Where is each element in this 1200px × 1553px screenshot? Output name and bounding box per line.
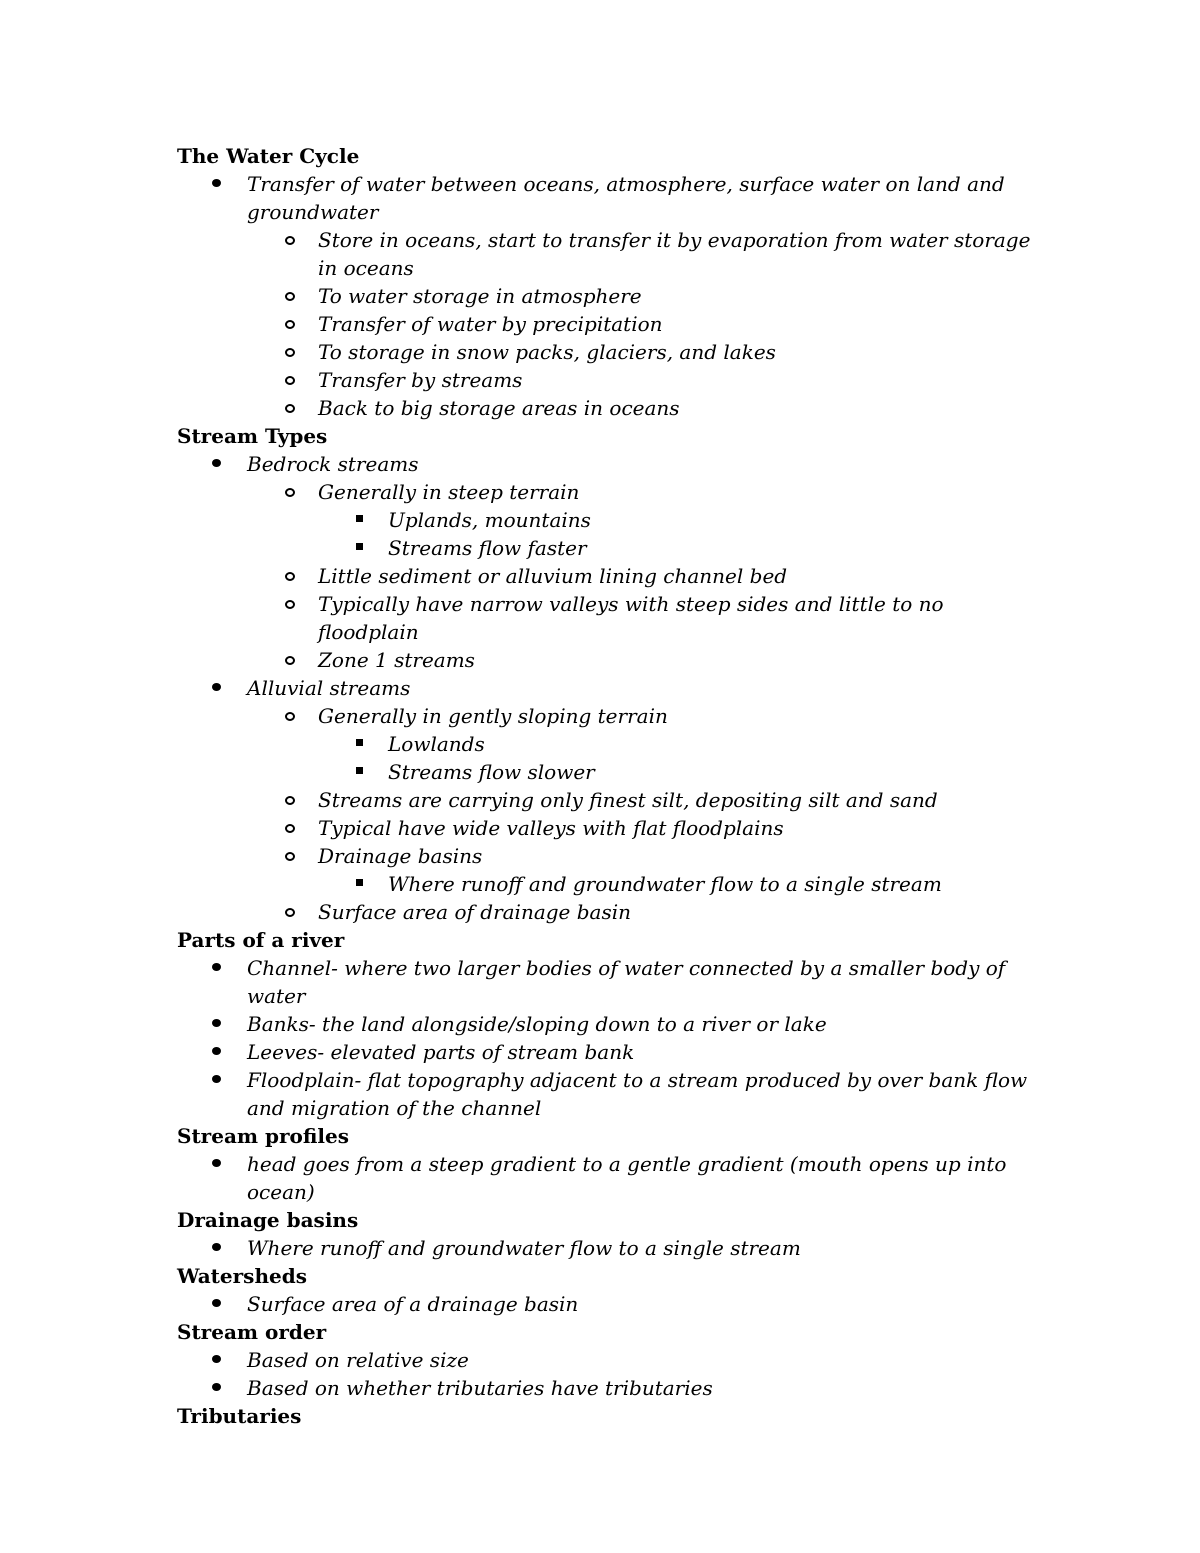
list-item xyxy=(177,170,1037,226)
bullet-list-level-3 xyxy=(177,730,1037,786)
list-item-text: Surface area of a drainage basin xyxy=(247,1292,579,1316)
list-item-text: Back to big storage areas in oceans xyxy=(318,396,680,420)
list-item-text: Where runoff and groundwater flow to a single stream xyxy=(247,1236,801,1260)
list-item xyxy=(177,338,1037,366)
outline-section xyxy=(177,142,1037,422)
hollow-circle-bullet-icon xyxy=(284,282,304,310)
list-item xyxy=(177,1010,1037,1038)
filled-circle-bullet-icon xyxy=(211,1150,231,1178)
list-item xyxy=(177,1346,1037,1374)
hollow-circle-bullet-icon xyxy=(284,226,304,254)
square-bullet-icon xyxy=(355,534,375,562)
list-item-text: Where runoff and groundwater flow to a single stream xyxy=(388,872,942,896)
list-item xyxy=(177,310,1037,338)
list-item-text: Transfer by streams xyxy=(318,368,523,392)
list-item-text: Drainage basins xyxy=(318,844,483,868)
section-heading: Stream Types xyxy=(177,424,328,448)
list-item xyxy=(177,646,1037,674)
bullet-list-level-1 xyxy=(177,450,1037,926)
list-item-text: head goes from a steep gradient to a gentle gradient (mouth opens up into ocean) xyxy=(247,1152,1007,1204)
list-item-text: Floodplain- flat topography adjacent to a stream produced by over bank flow and migration of the channel xyxy=(247,1068,1028,1120)
square-bullet-icon xyxy=(355,730,375,758)
list-item xyxy=(177,702,1037,730)
list-item-text: To water storage in atmosphere xyxy=(318,284,642,308)
list-item xyxy=(177,842,1037,870)
list-item-text: Based on relative size xyxy=(247,1348,469,1372)
square-bullet-icon xyxy=(355,506,375,534)
outline-section xyxy=(177,926,1037,1122)
square-bullet-icon xyxy=(355,870,375,898)
section-heading: Stream order xyxy=(177,1320,327,1344)
filled-circle-bullet-icon xyxy=(211,1290,231,1318)
nested-list-container xyxy=(177,870,1037,898)
section-heading: The Water Cycle xyxy=(177,144,360,168)
filled-circle-bullet-icon xyxy=(211,674,231,702)
filled-circle-bullet-icon xyxy=(211,1038,231,1066)
list-item-text: Typically have narrow valleys with steep sides and little to no floodplain xyxy=(318,592,944,644)
section-heading: Drainage basins xyxy=(177,1208,359,1232)
list-item xyxy=(177,870,1037,898)
list-item-text: Alluvial streams xyxy=(247,676,411,700)
hollow-circle-bullet-icon xyxy=(284,366,304,394)
list-item-text: Transfer of water between oceans, atmosphere, surface water on land and groundwater xyxy=(247,172,1005,224)
filled-circle-bullet-icon xyxy=(211,954,231,982)
list-item xyxy=(177,590,1037,646)
list-item-text: To storage in snow packs, glaciers, and lakes xyxy=(318,340,776,364)
filled-circle-bullet-icon xyxy=(211,1374,231,1402)
list-item-text: Uplands, mountains xyxy=(388,508,591,532)
hollow-circle-bullet-icon xyxy=(284,562,304,590)
hollow-circle-bullet-icon xyxy=(284,786,304,814)
hollow-circle-bullet-icon xyxy=(284,702,304,730)
hollow-circle-bullet-icon xyxy=(284,590,304,618)
list-item-text: Lowlands xyxy=(388,732,485,756)
bullet-list-level-1 xyxy=(177,170,1037,422)
bullet-list-level-1 xyxy=(177,954,1037,1122)
list-item-text: Bedrock streams xyxy=(247,452,419,476)
filled-circle-bullet-icon xyxy=(211,1066,231,1094)
list-item-text: Typical have wide valleys with flat floodplains xyxy=(318,816,784,840)
outline-section xyxy=(177,1318,1037,1402)
list-item xyxy=(177,478,1037,506)
list-item xyxy=(177,226,1037,282)
hollow-circle-bullet-icon xyxy=(284,310,304,338)
outline-section xyxy=(177,422,1037,926)
nested-list-container xyxy=(177,226,1037,422)
list-item xyxy=(177,898,1037,926)
list-item xyxy=(177,1038,1037,1066)
nested-list-container xyxy=(177,506,1037,562)
filled-circle-bullet-icon xyxy=(211,170,231,198)
list-item xyxy=(177,450,1037,478)
square-bullet-icon xyxy=(355,758,375,786)
hollow-circle-bullet-icon xyxy=(284,394,304,422)
filled-circle-bullet-icon xyxy=(211,450,231,478)
list-item xyxy=(177,394,1037,422)
bullet-list-level-1 xyxy=(177,1234,1037,1262)
list-item xyxy=(177,954,1037,1010)
outline-section xyxy=(177,1262,1037,1318)
list-item-text: Streams are carrying only finest silt, depositing silt and sand xyxy=(318,788,938,812)
hollow-circle-bullet-icon xyxy=(284,814,304,842)
list-item-text: Surface area of drainage basin xyxy=(318,900,632,924)
hollow-circle-bullet-icon xyxy=(284,842,304,870)
list-item xyxy=(177,534,1037,562)
outline-section xyxy=(177,1206,1037,1262)
list-item-text: Based on whether tributaries have tributaries xyxy=(247,1376,713,1400)
list-item xyxy=(177,674,1037,702)
hollow-circle-bullet-icon xyxy=(284,338,304,366)
list-item-text: Generally in steep terrain xyxy=(318,480,580,504)
document-page xyxy=(177,142,1037,1430)
bullet-list-level-2 xyxy=(177,226,1037,422)
section-heading: Watersheds xyxy=(177,1264,307,1288)
list-item xyxy=(177,730,1037,758)
nested-list-container xyxy=(177,702,1037,926)
section-heading: Parts of a river xyxy=(177,928,345,952)
list-item-text: Store in oceans, start to transfer it by evaporation from water storage in oceans xyxy=(318,228,1031,280)
list-item xyxy=(177,562,1037,590)
list-item-text: Streams flow slower xyxy=(388,760,595,784)
list-item-text: Transfer of water by precipitation xyxy=(318,312,663,336)
hollow-circle-bullet-icon xyxy=(284,898,304,926)
outline-section xyxy=(177,1122,1037,1206)
bullet-list-level-2 xyxy=(177,478,1037,674)
list-item-text: Little sediment or alluvium lining channel bed xyxy=(318,564,788,588)
list-item xyxy=(177,1150,1037,1206)
list-item-text: Banks- the land alongside/sloping down to a river or lake xyxy=(247,1012,827,1036)
list-item xyxy=(177,758,1037,786)
bullet-list-level-2 xyxy=(177,702,1037,926)
list-item xyxy=(177,814,1037,842)
list-item-text: Leeves- elevated parts of stream bank xyxy=(247,1040,635,1064)
list-item xyxy=(177,1374,1037,1402)
list-item-text: Zone 1 streams xyxy=(318,648,475,672)
list-item-text: Channel- where two larger bodies of water connected by a smaller body of water xyxy=(247,956,1006,1008)
filled-circle-bullet-icon xyxy=(211,1010,231,1038)
list-item xyxy=(177,282,1037,310)
list-item xyxy=(177,366,1037,394)
bullet-list-level-3 xyxy=(177,870,1037,898)
section-heading: Tributaries xyxy=(177,1404,302,1428)
list-item-text: Streams flow faster xyxy=(388,536,587,560)
hollow-circle-bullet-icon xyxy=(284,478,304,506)
filled-circle-bullet-icon xyxy=(211,1346,231,1374)
outline-section xyxy=(177,1402,1037,1430)
hollow-circle-bullet-icon xyxy=(284,646,304,674)
nested-list-container xyxy=(177,478,1037,674)
list-item xyxy=(177,1066,1037,1122)
list-item xyxy=(177,786,1037,814)
bullet-list-level-1 xyxy=(177,1290,1037,1318)
list-item xyxy=(177,1290,1037,1318)
section-heading: Stream profiles xyxy=(177,1124,350,1148)
bullet-list-level-1 xyxy=(177,1346,1037,1402)
bullet-list-level-3 xyxy=(177,506,1037,562)
list-item-text: Generally in gently sloping terrain xyxy=(318,704,668,728)
nested-list-container xyxy=(177,730,1037,786)
filled-circle-bullet-icon xyxy=(211,1234,231,1262)
bullet-list-level-1 xyxy=(177,1150,1037,1206)
list-item xyxy=(177,1234,1037,1262)
list-item xyxy=(177,506,1037,534)
